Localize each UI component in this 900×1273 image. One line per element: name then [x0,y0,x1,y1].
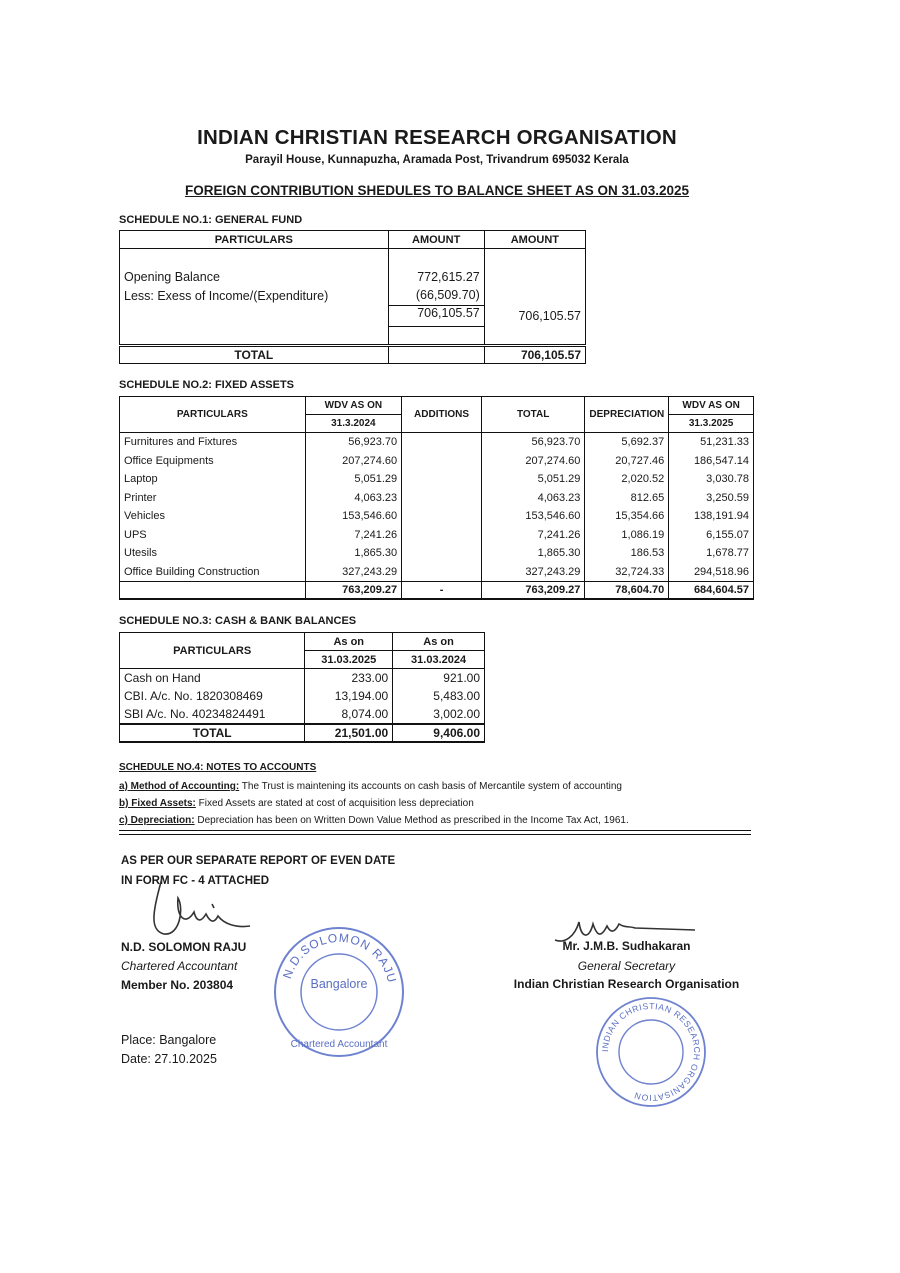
row-additions [402,507,482,526]
report-line-2: IN FORM FC - 4 ATTACHED [121,875,269,887]
organisation-address: Parayil House, Kunnapuzha, Aramada Post, Trivandrum 695032 Kerala [245,154,629,166]
col-wdv-close-date: 31.3.2025 [669,415,754,433]
auditor-stamp-city: Bangalore [310,977,368,991]
total-value: 706,105.57 [484,346,585,364]
auditor-stamp-bottom: Chartered Accountant [290,1039,388,1050]
row-label: Utesils [120,544,306,563]
secretary-title: General Secretary [577,959,676,973]
row-value: 233.00 [305,669,393,688]
general-fund-table [119,230,586,364]
organisation-stamp-ring-text: INDIAN CHRISTIAN RESEARCH ORGANISATION [599,1000,703,1104]
row-amount [484,267,585,286]
row-amount [484,286,585,305]
total-label: TOTAL [120,724,305,742]
row-total: 207,274.60 [481,452,584,471]
row-depreciation: 15,354.66 [585,507,669,526]
total-wdv-close: 684,604.57 [669,582,754,600]
note-fixed-assets [119,798,474,809]
auditor-stamp-ring-text: N.D.SOLOMON RAJU [279,930,400,985]
row-wdv-close: 6,155.07 [669,526,754,545]
row-value: 3,002.00 [393,705,485,724]
row-label: Office Equipments [120,452,306,471]
col-particulars: PARTICULARS [120,231,389,249]
auditor-name: N.D. SOLOMON RAJU [121,940,247,954]
row-additions [402,489,482,508]
note-depreciation [119,815,629,826]
table-row [120,544,754,563]
row-label: SBI A/c. No. 40234824491 [120,705,305,724]
divider [119,834,751,835]
row-additions [402,526,482,545]
note-text: Depreciation has been on Written Down Value Method as prescribed in the Income Tax Act, 1961. [194,815,629,826]
table-row [120,267,586,286]
col-particulars: PARTICULARS [120,633,305,669]
table-row [120,507,754,526]
note-label: a) Method of Accounting: [119,781,240,792]
table-row [120,286,586,305]
row-additions [402,563,482,582]
auditor-member-no: Member No. 203804 [121,978,234,992]
row-label: Laptop [120,470,306,489]
col-particulars: PARTICULARS [120,397,306,433]
table-row [120,563,754,582]
row-label: Office Building Construction [120,563,306,582]
row-wdv-close: 186,547.14 [669,452,754,471]
auditor-title: Chartered Accountant [121,959,238,973]
table-row [120,470,754,489]
row-additions [402,452,482,471]
document-title: FOREIGN CONTRIBUTION SHEDULES TO BALANCE SHEET AS ON 31.03.2025 [184,183,690,198]
row-label: Furnitures and Fixtures [120,433,306,452]
date: Date: 27.10.2025 [121,1052,217,1066]
divider [119,830,751,831]
schedule4-heading: SCHEDULE NO.4: NOTES TO ACCOUNTS [119,762,317,773]
col-date-2024: 31.03.2024 [393,651,485,669]
total-wdv-open: 763,209.27 [305,582,402,600]
col-as-on-2024: As on [393,633,485,651]
row-wdv-close: 1,678.77 [669,544,754,563]
row-value: 921.00 [393,669,485,688]
total-value: 9,406.00 [393,724,485,742]
table-row [120,705,485,724]
total-additions: - [402,582,482,600]
table-row [120,489,754,508]
col-as-on-2025: As on [305,633,393,651]
row-depreciation: 20,727.46 [585,452,669,471]
col-wdv-close: WDV AS ON [669,397,754,415]
row-total: 4,063.23 [481,489,584,508]
place: Place: Bangalore [121,1033,217,1047]
total-row [120,582,754,600]
row-wdv-close: 3,250.59 [669,489,754,508]
row-wdv-close: 3,030.78 [669,470,754,489]
row-value: 8,074.00 [305,705,393,724]
row-label: Opening Balance [120,267,389,286]
schedule2-heading: SCHEDULE NO.2: FIXED ASSETS [119,379,295,391]
note-text: Fixed Assets are stated at cost of acquisition less depreciation [195,798,474,809]
row-label: Less: Exess of Income/(Expenditure) [120,286,389,305]
total-total: 763,209.27 [481,582,584,600]
table-row [120,687,485,705]
row-value: 5,483.00 [393,687,485,705]
row-wdv-open: 327,243.29 [305,563,402,582]
note-method [119,781,622,792]
row-total: 327,243.29 [481,563,584,582]
row-label: CBI. A/c. No. 1820308469 [120,687,305,705]
row-value: 13,194.00 [305,687,393,705]
total-row [120,346,586,364]
row-depreciation: 32,724.33 [585,563,669,582]
auditor-stamp [272,925,406,1059]
row-total: 56,923.70 [481,433,584,452]
row-additions [402,433,482,452]
table-row [120,526,754,545]
cash-bank-table [119,632,485,743]
auditor-signature [140,868,270,948]
row-wdv-open: 5,051.29 [305,470,402,489]
row-additions [402,544,482,563]
row-label [120,305,389,326]
table-row [120,669,485,688]
svg-text:INDIAN CHRISTIAN RESEARCH ORGA [600,1001,702,1103]
row-amount: (66,509.70) [388,286,484,305]
col-additions: ADDITIONS [402,397,482,433]
table-row [120,452,754,471]
row-total: 153,546.60 [481,507,584,526]
schedule1-heading: SCHEDULE NO.1: GENERAL FUND [119,214,303,226]
note-label: b) Fixed Assets: [119,798,196,809]
row-amount: 706,105.57 [484,305,585,326]
col-wdv-open: WDV AS ON [305,397,402,415]
row-wdv-close: 138,191.94 [669,507,754,526]
col-wdv-open-date: 31.3.2024 [305,415,402,433]
secretary-name: Mr. J.M.B. Sudhakaran [562,939,691,953]
row-depreciation: 5,692.37 [585,433,669,452]
row-label: Vehicles [120,507,306,526]
row-additions [402,470,482,489]
row-wdv-open: 1,865.30 [305,544,402,563]
organisation-name: INDIAN CHRISTIAN RESEARCH ORGANISATION [197,126,677,149]
row-total: 5,051.29 [481,470,584,489]
schedule3-heading: SCHEDULE NO.3: CASH & BANK BALANCES [119,615,357,627]
row-label: UPS [120,526,306,545]
total-depreciation: 78,604.70 [585,582,669,600]
row-amount: 772,615.27 [388,267,484,286]
note-label: c) Depreciation: [119,815,195,826]
row-depreciation: 186.53 [585,544,669,563]
row-depreciation: 1,086.19 [585,526,669,545]
table-row [120,433,754,452]
note-text: The Trust is maintening its accounts on cash basis of Mercantile system of accounting [239,781,622,792]
row-depreciation: 2,020.52 [585,470,669,489]
row-amount: 706,105.57 [388,305,484,326]
row-wdv-open: 4,063.23 [305,489,402,508]
organisation-stamp [594,995,708,1109]
row-total: 1,865.30 [481,544,584,563]
total-value: 21,501.00 [305,724,393,742]
row-wdv-close: 294,518.96 [669,563,754,582]
row-depreciation: 812.65 [585,489,669,508]
fixed-assets-table [119,396,754,600]
col-date-2025: 31.03.2025 [305,651,393,669]
row-wdv-open: 153,546.60 [305,507,402,526]
report-line-1: AS PER OUR SEPARATE REPORT OF EVEN DATE [121,855,396,867]
row-label: Cash on Hand [120,669,305,688]
secretary-organisation: Indian Christian Research Organisation [513,977,740,991]
row-label: Printer [120,489,306,508]
table-row [120,305,586,326]
col-total: TOTAL [481,397,584,433]
total-label: TOTAL [120,346,389,364]
row-wdv-open: 7,241.26 [305,526,402,545]
col-amount: AMOUNT [388,231,484,249]
col-depreciation: DEPRECIATION [585,397,669,433]
row-total: 7,241.26 [481,526,584,545]
row-wdv-close: 51,231.33 [669,433,754,452]
row-wdv-open: 207,274.60 [305,452,402,471]
col-amount: AMOUNT [484,231,585,249]
total-label [120,582,306,600]
total-row [120,724,485,742]
row-wdv-open: 56,923.70 [305,433,402,452]
